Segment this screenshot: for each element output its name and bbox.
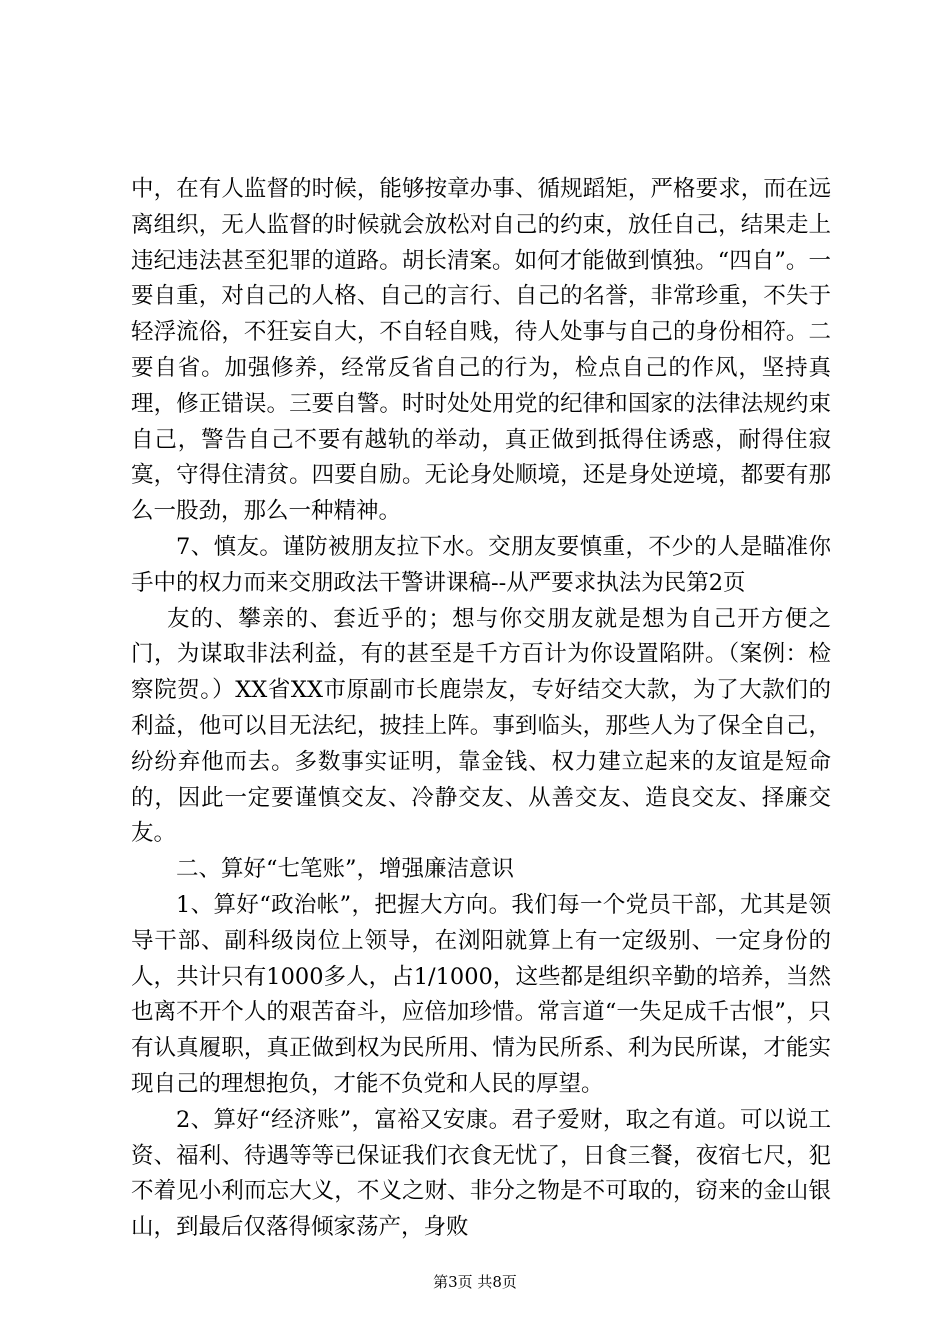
paragraph-2: 7、慎友。谨防被朋友拉下水。交朋友要慎重，不少的人是瞄准你手中的权力而来交朋政法干警讲课稿--从严要求执法为民第2页 xyxy=(131,533,831,596)
paragraph-5: 2、算好“经济账”，富裕又安康。君子爱财，取之有道。可以说工资、福利、待遇等等已保证我们衣食无忧了，日食三餐，夜宿七尺，犯不着见小利而忘大义，不义之财、非分之物是不可取的，窃来的金山银山，到最后仅落得倾家荡产，身败 xyxy=(131,1106,831,1241)
paragraph-1: 中，在有人监督的时候，能够按章办事、循规蹈矩，严格要求，而在远离组织，无人监督的时候就会放松对自己的约束，放任自己，结果走上违纪违法甚至犯罪的道路。胡长清案。如何才能做到慎独。“四自”。一要自重，对自己的人格、自己的言行、自己的名誉，非常珍重，不失于轻浮流俗，不狂妄自大，不自轻自贱，待人处事与自己的身份相符。二要自省。加强修养，经常反省自己的行为，检点自己的作风，坚持真理，修正错误。三要自警。时时处处用党的纪律和国家的法律法规约束自己，警告自己不要有越轨的举动，真正做到抵得住诱惑，耐得住寂寞，守得住清贫。四要自励。无论身处顺境，还是身处逆境，都要有那么一股劲，那么一种精神。 xyxy=(131,176,831,525)
paragraph-4: 1、算好“政治帐”，把握大方向。我们每一个党员干部，尤其是领导干部、副科级岗位上领导，在浏阳就算上有一定级别、一定身份的人，共计只有1000多人，占1/1000，这些都是组织辛勤的培养，当然也离不开个人的艰苦奋斗，应倍加珍惜。常言道“一失足成千古恨”，只有认真履职，真正做到权为民所用、情为民所系、利为民所谋，才能实现自己的理想抱负，才能不负党和人民的厚望。 xyxy=(131,891,831,1097)
section-heading: 二、算好“七笔账”，增强廉洁意识 xyxy=(176,856,515,883)
page-footer: 第3页 共8页 xyxy=(433,1273,517,1291)
paragraph-3: 友的、攀亲的、套近乎的；想与你交朋友就是想为自己开方便之门，为谋取非法利益，有的甚至是千方百计为你设置陷阱。（案例：检察院贺。）XX省XX市原副市长鹿崇友，专好结交大款，为了大款们的利益，他可以目无法纪，披挂上阵。事到临头，那些人为了保全自己，纷纷弃他而去。多数事实证明，靠金钱、权力建立起来的友谊是短命的，因此一定要谨慎交友、冷静交友、从善交友、造良交友、择廉交友。 xyxy=(131,605,831,847)
document-body xyxy=(131,172,831,1246)
